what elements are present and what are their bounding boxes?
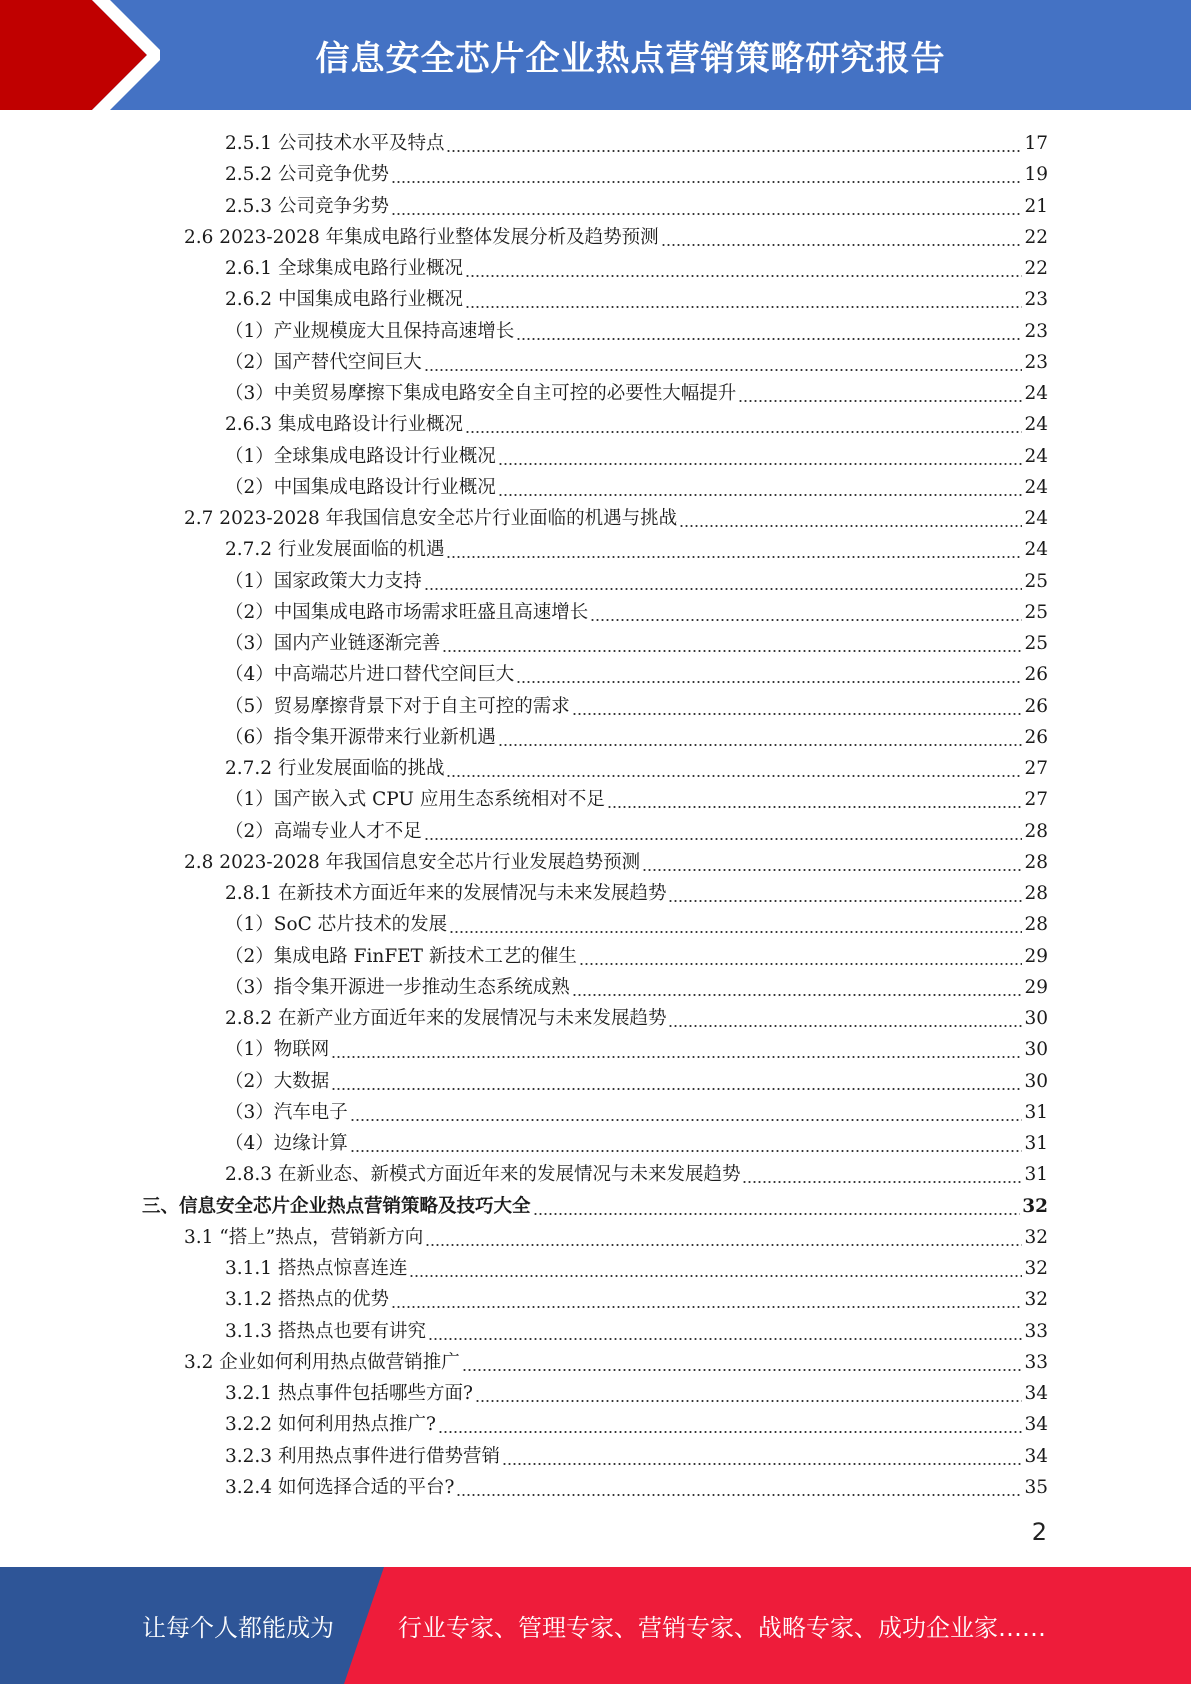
- toc-entry-title: 3.1.1 搭热点惊喜连连: [225, 1258, 408, 1279]
- toc-dot-leader: [533, 1191, 1021, 1222]
- toc-entry[interactable]: [225, 1097, 1048, 1128]
- toc-entry-title: （1）SoC 芯片技术的发展: [225, 914, 448, 936]
- toc-entry-title: （4）中高端芯片进口替代空间巨大: [225, 664, 515, 686]
- toc-entry-title: （4）边缘计算: [225, 1133, 348, 1154]
- toc-dot-leader: [438, 1409, 1023, 1440]
- toc-entry-title: 2.5.2 公司竞争优势: [225, 164, 389, 186]
- toc-dot-leader: [679, 503, 1022, 534]
- toc-entry-page: 32: [1024, 1258, 1048, 1279]
- toc-entry-page: 28: [1024, 820, 1048, 842]
- toc-entry-title: 3.2.1 热点事件包括哪些方面?: [225, 1383, 473, 1404]
- toc-entry-page: 35: [1024, 1476, 1048, 1498]
- toc-entry-page: 23: [1024, 289, 1048, 311]
- toc-dot-leader: [424, 347, 1023, 378]
- toc-entry-page: 34: [1024, 1414, 1048, 1436]
- toc-dot-leader: [738, 378, 1022, 409]
- toc-dot-leader: [446, 128, 1022, 159]
- toc-entry-page: 25: [1024, 601, 1048, 623]
- toc-dot-leader: [661, 222, 1023, 253]
- toc-entry[interactable]: [225, 691, 1048, 722]
- toc-entry[interactable]: [225, 159, 1048, 190]
- toc-entry-page: 22: [1024, 226, 1048, 248]
- toc-entry-page: 22: [1024, 258, 1048, 279]
- toc-entry-title: 3.2.4 如何选择合适的平台?: [225, 1476, 455, 1498]
- toc-entry-title: 三、信息安全芯片企业热点营销策略及技巧大全: [142, 1195, 531, 1217]
- toc-dot-leader: [462, 1347, 1023, 1378]
- toc-dot-leader: [465, 253, 1022, 284]
- toc-entry-page: 24: [1024, 383, 1048, 404]
- toc-entry[interactable]: [225, 284, 1048, 315]
- toc-entry[interactable]: [225, 347, 1048, 378]
- toc-entry[interactable]: [225, 816, 1048, 847]
- toc-entry[interactable]: [184, 847, 1048, 878]
- toc-entry-title: （2）高端专业人才不足: [225, 820, 422, 842]
- toc-entry-page: 17: [1024, 133, 1048, 154]
- toc-entry-title: 2.8.3 在新业态、新模式方面近年来的发展情况与未来发展趋势: [225, 1164, 741, 1186]
- toc-entry-page: 31: [1024, 1164, 1048, 1186]
- toc-entry-title: （1）国产嵌入式 CPU 应用生态系统相对不足: [225, 789, 605, 811]
- toc-entry[interactable]: [225, 566, 1048, 597]
- toc-entry-page: 24: [1024, 476, 1048, 498]
- toc-entry[interactable]: [225, 1066, 1048, 1097]
- toc-entry[interactable]: [225, 1034, 1048, 1065]
- toc-entry[interactable]: [225, 1253, 1048, 1284]
- toc-dot-leader: [579, 941, 1023, 972]
- toc-entry[interactable]: [225, 1128, 1048, 1159]
- toc-entry-page: 28: [1024, 914, 1048, 936]
- toc-dot-leader: [391, 159, 1022, 190]
- toc-entry[interactable]: [225, 1316, 1048, 1347]
- toc-entry-title: （3）汽车电子: [225, 1101, 348, 1123]
- toc-entry-title: 2.8 2023-2028 年我国信息安全芯片行业发展趋势预测: [184, 851, 641, 873]
- toc-entry-page: 28: [1024, 851, 1048, 873]
- toc-entry-page: 32: [1022, 1195, 1048, 1217]
- toc-dot-leader: [572, 972, 1023, 1003]
- toc-dot-leader: [475, 1378, 1023, 1409]
- toc-entry[interactable]: [225, 1159, 1048, 1190]
- toc-entry-title: 3.2.2 如何利用热点推广?: [225, 1414, 436, 1436]
- toc-dot-leader: [442, 628, 1022, 659]
- toc-entry[interactable]: [225, 753, 1048, 784]
- toc-entry-page: 29: [1024, 976, 1048, 998]
- toc-dot-leader: [456, 1472, 1022, 1503]
- toc-dot-leader: [502, 1441, 1022, 1472]
- toc-entry-page: 27: [1024, 758, 1048, 779]
- toc-entry[interactable]: [225, 253, 1048, 284]
- toc-dot-leader: [607, 784, 1023, 815]
- toc-entry-title: 2.6.1 全球集成电路行业概况: [225, 258, 463, 279]
- toc-dot-leader: [428, 1316, 1022, 1347]
- toc-dot-leader: [449, 909, 1022, 940]
- toc-entry[interactable]: [225, 1441, 1048, 1472]
- toc-entry-page: 24: [1024, 445, 1048, 467]
- toc-entry-title: 3.1.3 搭热点也要有讲究: [225, 1320, 426, 1342]
- toc-entry-title: 2.5.1 公司技术水平及特点: [225, 133, 445, 154]
- toc-entry-title: 2.8.2 在新产业方面近年来的发展情况与未来发展趋势: [225, 1008, 667, 1029]
- toc-entry-title: （6）指令集开源带来行业新机遇: [225, 726, 496, 748]
- page-footer: [0, 1567, 1191, 1684]
- toc-entry-title: 3.2 企业如何利用热点做营销推广: [184, 1351, 460, 1373]
- footer-slogan-right: 行业专家、管理专家、营销专家、战略专家、成功企业家……: [398, 1614, 1046, 1642]
- toc-entry-title: 3.2.3 利用热点事件进行借势营销: [225, 1445, 500, 1467]
- toc-dot-leader: [668, 1003, 1022, 1034]
- toc-entry-title: 2.5.3 公司竞争劣势: [225, 195, 389, 217]
- toc-dot-leader: [498, 472, 1023, 503]
- toc-dot-leader: [516, 659, 1022, 690]
- toc-entry-page: 30: [1024, 1070, 1048, 1092]
- toc-dot-leader: [668, 878, 1022, 909]
- toc-dot-leader: [446, 753, 1022, 784]
- toc-entry-title: （3）指令集开源进一步推动生态系统成熟: [225, 976, 570, 998]
- toc-entry[interactable]: [225, 316, 1048, 347]
- report-title: 信息安全芯片企业热点营销策略研究报告: [315, 38, 946, 79]
- toc-entry-title: （2）大数据: [225, 1070, 330, 1092]
- toc-dot-leader: [331, 1034, 1022, 1065]
- toc-entry-title: （2）集成电路 FinFET 新技术工艺的催生: [225, 945, 577, 967]
- toc-entry[interactable]: [225, 909, 1048, 940]
- toc-dot-leader: [446, 534, 1022, 565]
- toc-entry-page: 24: [1024, 539, 1048, 561]
- toc-entry-page: 32: [1024, 1289, 1048, 1311]
- toc-dot-leader: [425, 1222, 1022, 1253]
- page-number: 2: [1031, 1518, 1047, 1546]
- toc-entry[interactable]: [225, 378, 1048, 409]
- toc-entry-title: （5）贸易摩擦背景下对于自主可控的需求: [225, 695, 570, 717]
- toc-entry[interactable]: [225, 628, 1048, 659]
- toc-entry-page: 28: [1024, 883, 1048, 904]
- toc-entry-title: 2.7.2 行业发展面临的机遇: [225, 539, 445, 561]
- toc-entry-title: 2.8.1 在新技术方面近年来的发展情况与未来发展趋势: [225, 883, 667, 904]
- toc-dot-leader: [572, 691, 1023, 722]
- toc-entry[interactable]: [225, 878, 1048, 909]
- toc-entry[interactable]: [225, 409, 1048, 440]
- toc-entry-title: （1）全球集成电路设计行业概况: [225, 445, 496, 467]
- toc-entry[interactable]: [225, 191, 1048, 222]
- toc-dot-leader: [391, 1284, 1022, 1315]
- toc-entry-page: 25: [1024, 570, 1048, 592]
- toc-entry-page: 21: [1024, 195, 1048, 217]
- toc-entry-page: 30: [1024, 1039, 1048, 1061]
- toc-entry-title: （1）产业规模庞大且保持高速增长: [225, 320, 515, 342]
- toc-entry-page: 33: [1024, 1320, 1048, 1342]
- toc-entry[interactable]: [225, 784, 1048, 815]
- toc-entry-title: （2）国产替代空间巨大: [225, 351, 422, 373]
- toc-entry[interactable]: [225, 128, 1048, 159]
- toc-entry-title: 2.7.2 行业发展面临的挑战: [225, 758, 445, 779]
- toc-entry-page: 34: [1024, 1383, 1048, 1404]
- toc-entry-page: 27: [1024, 789, 1048, 811]
- toc-entry-page: 30: [1024, 1008, 1048, 1029]
- toc-entry-title: （3）国内产业链逐渐完善: [225, 633, 441, 654]
- toc-entry[interactable]: [225, 1284, 1048, 1315]
- toc-entry-page: 23: [1024, 351, 1048, 373]
- toc-dot-leader: [350, 1128, 1023, 1159]
- toc-dot-leader: [465, 284, 1022, 315]
- toc-dot-leader: [742, 1159, 1022, 1190]
- toc-entry[interactable]: [225, 597, 1048, 628]
- toc-entry[interactable]: [225, 1378, 1048, 1409]
- toc-dot-leader: [350, 1097, 1023, 1128]
- toc-entry-page: 29: [1024, 945, 1048, 967]
- toc-entry[interactable]: [225, 1409, 1048, 1440]
- toc-entry[interactable]: [225, 1003, 1048, 1034]
- toc-dot-leader: [391, 191, 1022, 222]
- toc-entry-title: （1）国家政策大力支持: [225, 570, 422, 592]
- toc-entry-page: 24: [1024, 414, 1048, 436]
- toc-entry[interactable]: [142, 1191, 1048, 1222]
- toc-entry-page: 34: [1024, 1445, 1048, 1467]
- toc-entry-title: 2.6 2023-2028 年集成电路行业整体发展分析及趋势预测: [184, 226, 659, 248]
- toc-entry-page: 25: [1024, 633, 1048, 654]
- toc-dot-leader: [424, 566, 1023, 597]
- footer-slogan-left: 让每个人都能成为: [142, 1614, 334, 1642]
- toc-entry[interactable]: [225, 972, 1048, 1003]
- toc-entry-page: 19: [1024, 164, 1048, 186]
- page-header: [0, 0, 1191, 110]
- toc-entry[interactable]: [225, 1472, 1048, 1503]
- toc-entry[interactable]: [184, 503, 1048, 534]
- toc-dot-leader: [409, 1253, 1022, 1284]
- toc-dot-leader: [465, 409, 1022, 440]
- toc-entry-page: 31: [1024, 1101, 1048, 1123]
- toc-entry[interactable]: [184, 222, 1048, 253]
- toc-dot-leader: [590, 597, 1022, 628]
- toc-entry[interactable]: [225, 941, 1048, 972]
- toc-entry-title: 2.7 2023-2028 年我国信息安全芯片行业面临的机遇与挑战: [184, 508, 678, 529]
- toc-entry-title: （2）中国集成电路市场需求旺盛且高速增长: [225, 601, 589, 623]
- toc-dot-leader: [642, 847, 1022, 878]
- toc-entry-title: 3.1 “搭上”热点，营销新方向: [184, 1226, 424, 1248]
- toc-entry-page: 24: [1024, 508, 1048, 529]
- toc-entry[interactable]: [225, 722, 1048, 753]
- toc-entry-title: 3.1.2 搭热点的优势: [225, 1289, 389, 1311]
- toc-dot-leader: [498, 722, 1023, 753]
- toc-entry-page: 26: [1024, 726, 1048, 748]
- toc-entry-title: 2.6.2 中国集成电路行业概况: [225, 289, 463, 311]
- toc-entry[interactable]: [225, 472, 1048, 503]
- toc-entry-page: 32: [1024, 1226, 1048, 1248]
- toc-dot-leader: [424, 816, 1023, 847]
- toc-dot-leader: [516, 316, 1022, 347]
- toc-entry[interactable]: [225, 534, 1048, 565]
- toc-entry-title: （3）中美贸易摩擦下集成电路安全自主可控的必要性大幅提升: [225, 383, 737, 404]
- toc-entry-page: 33: [1024, 1351, 1048, 1373]
- toc-dot-leader: [498, 441, 1023, 472]
- toc-entry[interactable]: [184, 1347, 1048, 1378]
- toc-entry[interactable]: [184, 1222, 1048, 1253]
- toc-entry-page: 26: [1024, 695, 1048, 717]
- toc-entry[interactable]: [225, 659, 1048, 690]
- toc-entry-title: （2）中国集成电路设计行业概况: [225, 476, 496, 498]
- chevron-logo-icon: [0, 0, 160, 110]
- toc-entry-title: 2.6.3 集成电路设计行业概况: [225, 414, 463, 436]
- toc-dot-leader: [331, 1066, 1022, 1097]
- toc-entry-title: （1）物联网: [225, 1039, 330, 1061]
- toc-entry-page: 26: [1024, 664, 1048, 686]
- toc-entry-page: 23: [1024, 320, 1048, 342]
- toc-entry-page: 31: [1024, 1133, 1048, 1154]
- toc-entry[interactable]: [225, 441, 1048, 472]
